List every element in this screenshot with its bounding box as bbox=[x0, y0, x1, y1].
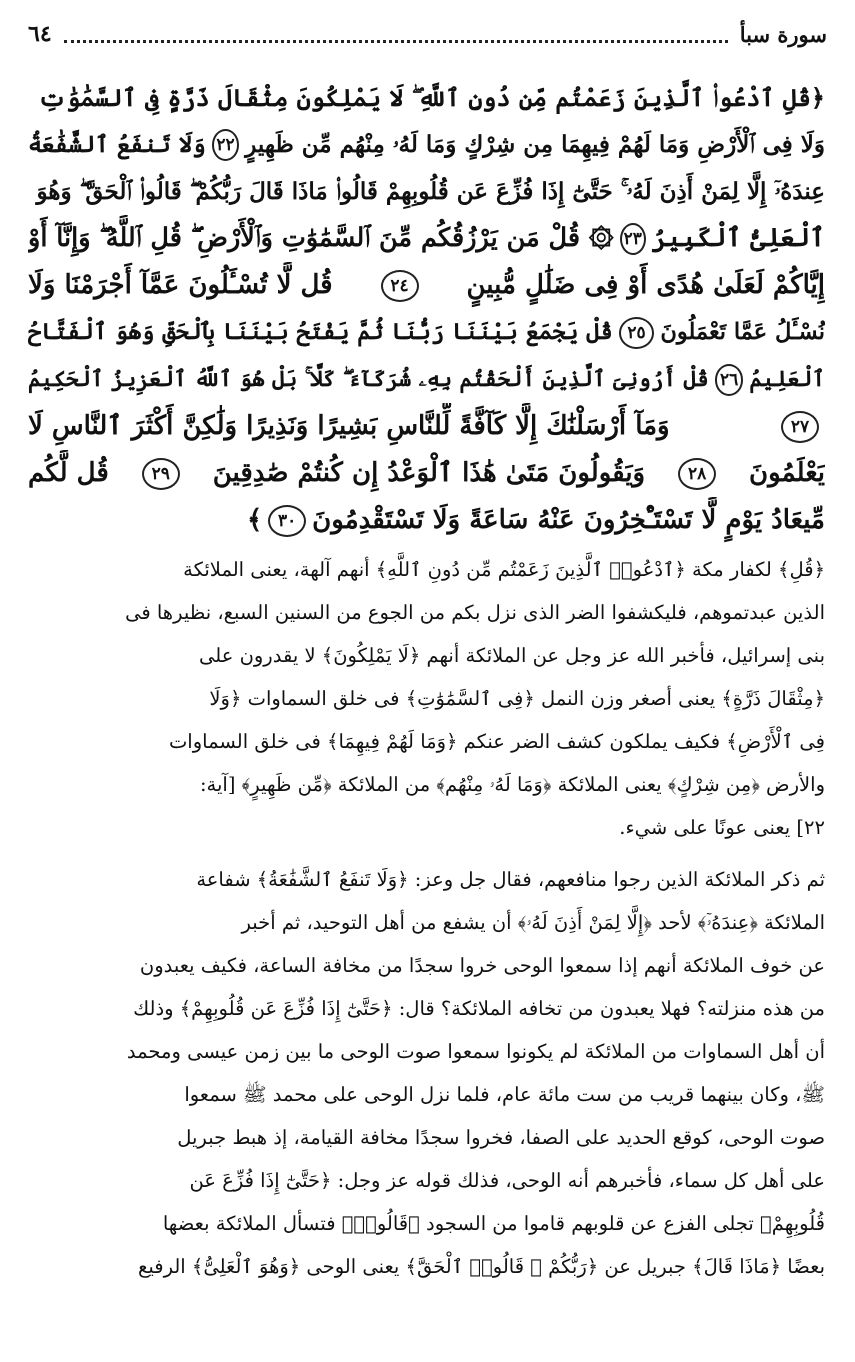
verse-number-marker: ٣٠ bbox=[268, 505, 306, 537]
commentary-line: فِى ٱلْأَرْضِ﴾ فكيف يملكون كشف الضر عنكم ﴿وَمَا لَهُمْ فِيهِمَا﴾ فى خلق السماوات bbox=[168, 730, 825, 753]
commentary-line: عن خوف الملائكة أنهم إذا سمعوا الوحى خروا سجدًا من مخافة الساعة، فكيف يعبدون bbox=[139, 954, 825, 977]
verse-text: إِيَّاكُمْ لَعَلَىٰ هُدًى أَوْ فِى ضَلَٰلٍ مُّبِينٍ bbox=[466, 270, 825, 300]
verse-text: نُسْـَٔلُ عَمَّا تَعْمَلُونَ bbox=[660, 319, 825, 345]
verse-text: قُلْ أَرُونِىَ ٱلَّذِينَ أَلْحَقْتُم بِهِۦ شُرَكَآءَ ۖ كَلَّا ۚ بَلْ هُوَ ٱللَّهُ ٱلْعَزِيزُ ٱلْحَكِيمُ bbox=[28, 367, 709, 392]
verse-number-marker: ٢٤ bbox=[381, 270, 419, 302]
verse-line bbox=[28, 309, 825, 356]
commentary-line: الذين عبدتموهم، فليكشفوا الضر الذى نزل بكم من الجوع من السنين السبع، نظيرها فى bbox=[125, 601, 825, 624]
header-dotted-rule bbox=[64, 26, 728, 43]
verse-line bbox=[28, 121, 825, 168]
verse-line bbox=[28, 215, 825, 262]
verse-text: ۞ قُلْ مَن يَرْزُقُكُم مِّنَ ٱلسَّمَٰوَٰتِ وَٱلْأَرْضِ ۖ قُلِ ٱللَّهُ ۖ وَإِنَّآ أَوْ bbox=[28, 223, 614, 253]
verse-line bbox=[28, 450, 825, 497]
commentary-line: ثم ذكر الملائكة الذين رجوا منافعهم، فقال جل وعز: ﴿وَلَا تَنفَعُ ٱلشَّفَٰعَةُ﴾ شفاعة bbox=[196, 868, 825, 891]
verse-text: وَمَآ أَرْسَلْنَٰكَ إِلَّا كَآفَّةً لِّلنَّاسِ بَشِيرًا وَنَذِيرًا وَلَٰكِنَّ أَكْثَرَ ٱلنَّاسِ لَا bbox=[28, 411, 670, 441]
page-number: ٦٤ bbox=[28, 21, 52, 47]
surah-name: سورة سبأ bbox=[739, 21, 827, 47]
verse-line bbox=[28, 403, 825, 450]
verse-number-marker: ٢٣ bbox=[620, 223, 646, 255]
page-header bbox=[28, 14, 827, 54]
verse-line bbox=[28, 74, 825, 121]
verse-text: ٱلْعَلِىُّ ٱلْكَبِيرُ bbox=[651, 223, 825, 253]
quran-verses-block bbox=[28, 74, 825, 544]
verse-text: ﴿قُلِ ٱدْعُوا۟ ٱلَّذِينَ زَعَمْتُم مِّن دُونِ ٱللَّهِ ۖ لَا يَمْلِكُونَ مِثْقَالَ ذَرَّةٍ فِى ٱلسَّمَٰوَٰتِ bbox=[38, 83, 825, 112]
verse-text: عِندَهُۥٓ إِلَّا لِمَنْ أَذِنَ لَهُۥ ۚ حَتَّىٰٓ إِذَا فُزِّعَ عَن قُلُوبِهِمْ قَالُوا۟ مَاذَا قَالَ رَبُّكُمْ ۖ قَالُوا۟ ٱلْحَقَّ ۖ وَهُوَ bbox=[36, 178, 825, 205]
verse-text: يَعْلَمُونَ bbox=[749, 458, 825, 488]
commentary-line: أن أهل السماوات من الملائكة لم يكونوا سمعوا صوت الوحى ما بين زمن عيسى ومحمد bbox=[126, 1040, 825, 1063]
verse-line bbox=[28, 262, 825, 309]
verse-text: قُل لَّا تُسْـَٔلُونَ عَمَّآ أَجْرَمْنَا وَلَا bbox=[28, 270, 333, 300]
commentary-line: ﴿قُلِ﴾ لكفار مكة ﴿ٱدْعُوا۟ ٱلَّذِينَ زَعَمْتُم مِّن دُونِ ٱللَّهِ﴾ أنهم آلهة، يعنى الملائكة bbox=[183, 558, 825, 581]
verse-number-marker: ٢٩ bbox=[142, 458, 180, 490]
commentary-line: بعضًا ﴿مَاذَا قَالَ﴾ جبريل عن ﴿رَبُّكُمْ ۖ قَالُوا۟ ٱلْحَقَّ﴾ يعنى الوحى ﴿وَهُوَ ٱلْعَلِىُّ﴾ الرفيع bbox=[138, 1255, 825, 1278]
verse-text: ٱلْعَلِيمُ bbox=[749, 367, 825, 392]
verse-number-marker: ٢٧ bbox=[781, 411, 819, 443]
commentary-line: ﷺ، وكان بينهما قريب من ست مائة عام، فلما نزل الوحى على محمد ﷺ سمعوا bbox=[184, 1083, 825, 1106]
commentary-line: ٢٢] يعنى عونًا على شيء. bbox=[619, 816, 825, 839]
commentary-line: بنى إسرائيل، فأخبر الله عز وجل عن الملائكة أنهم ﴿لَا يَمْلِكُونَ﴾ لا يقدرون على bbox=[199, 644, 825, 667]
verse-text: وَيَقُولُونَ مَتَىٰ هَٰذَا ٱلْوَعْدُ إِن كُنتُمْ صَٰدِقِينَ bbox=[212, 458, 646, 488]
verse-text: ﴾ bbox=[246, 505, 263, 535]
verse-number-marker: ٢٨ bbox=[678, 458, 716, 490]
verse-text: قُل لَّكُم bbox=[28, 458, 109, 488]
commentary-line: ﴿مِثْقَالَ ذَرَّةٍ﴾ يعنى أصغر وزن النمل ﴿فِى ٱلسَّمَٰوَٰتِ﴾ فى خلق السماوات ﴿وَلَا bbox=[209, 687, 825, 710]
verse-text: قُلْ يَجْمَعُ بَيْنَنَا رَبُّنَا ثُمَّ يَفْتَحُ بَيْنَنَا بِٱلْحَقِّ وَهُوَ ٱلْفَتَّاحُ bbox=[28, 319, 613, 345]
verse-number-marker: ٢٦ bbox=[715, 364, 744, 396]
commentary-line: الملائكة ﴿عِندَهُۥٓ﴾ لأحد ﴿إِلَّا لِمَنْ أَذِنَ لَهُۥ﴾ أن يشفع من أهل التوحيد، ثم أخبر bbox=[241, 911, 825, 934]
commentary-paragraph bbox=[30, 548, 825, 849]
verse-line bbox=[28, 168, 825, 215]
verse-line bbox=[28, 356, 825, 403]
commentary-line: والأرض ﴿مِن شِرْكٍ﴾ يعنى الملائكة ﴿وَمَا لَهُۥ مِنْهُم﴾ من الملائكة ﴿مِّن ظَهِيرٍ﴾ [آية: bbox=[199, 773, 825, 796]
commentary-paragraph bbox=[30, 858, 825, 1288]
verse-number-marker: ٢٥ bbox=[619, 317, 655, 349]
verse-text: وَلَا تَنفَعُ ٱلشَّفَٰعَةُ bbox=[28, 131, 206, 158]
verse-line bbox=[28, 497, 825, 544]
commentary-line: من هذه منزلته؟ فهلا يعبدون من تخافه الملائكة؟ قال: ﴿حَتَّىٰٓ إِذَا فُزِّعَ عَن قُلُوبِهِمْ﴾ وذلك bbox=[133, 997, 825, 1020]
commentary-line: قُلُوبِهِمْ﴾ تجلى الفزع عن قلوبهم قاموا من السجود ﴿قَالُوا۟﴾ فتسأل الملائكة بعضها bbox=[162, 1212, 825, 1235]
verse-text: وَلَا فِى ٱلْأَرْضِ وَمَا لَهُمْ فِيهِمَا مِن شِرْكٍ وَمَا لَهُۥ مِنْهُم مِّن ظَهِيرٍ bbox=[245, 131, 825, 158]
verse-number-marker: ٢٢ bbox=[212, 129, 239, 161]
verse-text: مِّيعَادُ يَوْمٍ لَّا تَسْتَـْٔخِرُونَ عَنْهُ سَاعَةً وَلَا تَسْتَقْدِمُونَ bbox=[312, 505, 825, 535]
commentary-line: صوت الوحى، كوقع الحديد على الصفا، فخروا سجدًا مخافة القيامة، إذ هبط جبريل bbox=[177, 1126, 825, 1149]
commentary-line: على أهل كل سماء، فأخبرهم أنه الوحى، فذلك قوله عز وجل: ﴿حَتَّىٰٓ إِذَا فُزِّعَ عَن bbox=[189, 1169, 825, 1192]
